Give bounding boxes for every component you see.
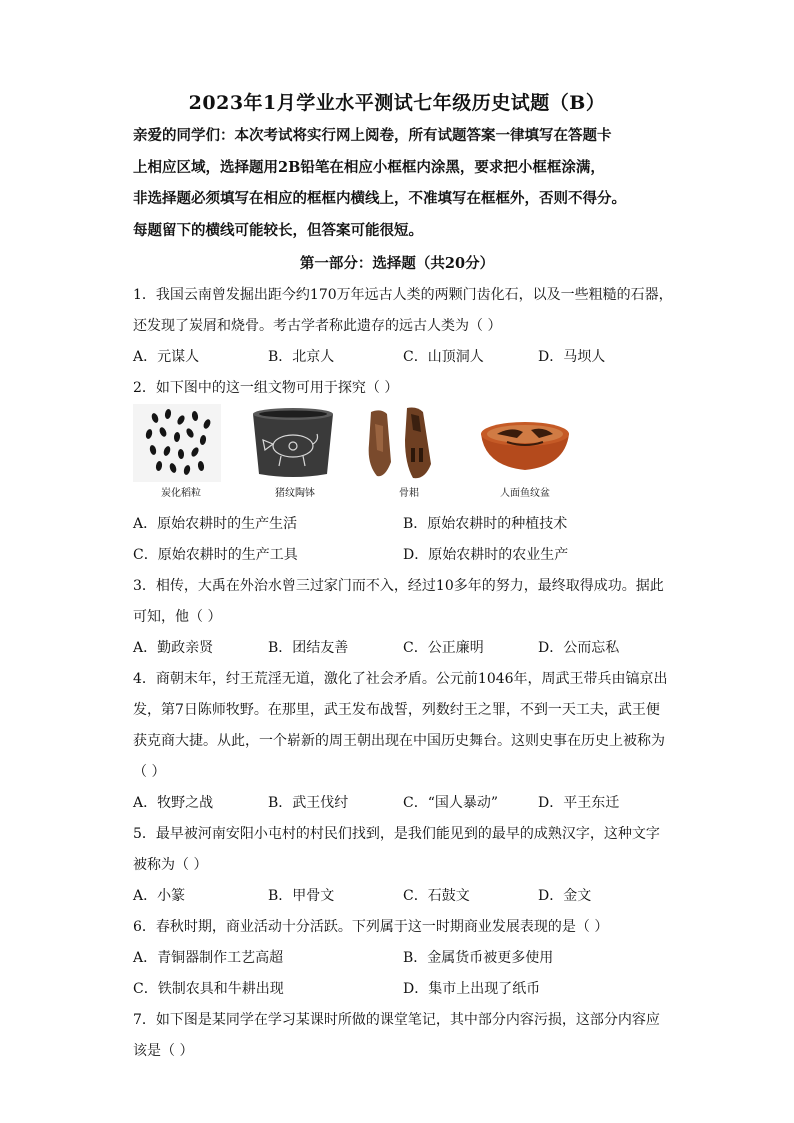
question-2 — [133, 373, 673, 571]
instruction-line: 每题留下的横线可能较长，但答案可能很短。 — [133, 221, 423, 239]
option-a: A．牧野之战 — [133, 795, 214, 811]
artifact-caption: 猪纹陶钵 — [275, 488, 315, 499]
option-b: B．原始农耕时的种植技术 — [403, 516, 568, 532]
option-row — [133, 974, 673, 1005]
option-a: A．小篆 — [133, 888, 186, 904]
question-stem: 3．相传，大禹在外治水曾三过家门而不入，经过10多年的努力，最终取得成功。据此 — [133, 578, 664, 594]
artifact-basin — [477, 404, 573, 499]
artifact-caption: 骨耜 — [399, 488, 419, 499]
bone-spade-image — [361, 404, 441, 482]
exam-title: 2023年1月学业水平测试七年级历史试题（B） — [188, 92, 606, 114]
question-stem: 2．如下图中的这一组文物可用于探究（ ） — [133, 380, 399, 396]
option-row — [133, 633, 673, 664]
option-b: B．甲骨文 — [268, 888, 335, 904]
option-c: C．铁制农具和牛耕出现 — [133, 981, 284, 997]
question-stem: 4．商朝末年，纣王荒淫无道，激化了社会矛盾。公元前1046年，周武王带兵由镐京出 — [133, 671, 668, 687]
option-c: C．山顶洞人 — [403, 349, 484, 365]
option-c: C．“国人暴动” — [403, 795, 499, 811]
option-row — [133, 342, 673, 373]
question-7 — [133, 1005, 673, 1067]
option-d: D．原始农耕时的农业生产 — [403, 547, 569, 563]
question-4 — [133, 664, 673, 819]
artifact-bone-spade — [361, 404, 457, 499]
question-stem: 获克商大捷。从此，一个崭新的周王朝出现在中国历史舞台。这则史事在历史上被称为 — [133, 733, 665, 749]
option-a: A．青铜器制作工艺高超 — [133, 950, 284, 966]
instruction-line: 亲爱的同学们：本次考试将实行网上阅卷，所有试题答案一律填写在答题卡 — [133, 127, 612, 144]
artifact-caption: 炭化稻粒 — [161, 488, 201, 499]
option-d: D．平王东迁 — [538, 795, 620, 811]
artifact-rice — [133, 404, 229, 499]
option-b: B．团结友善 — [268, 640, 349, 656]
option-d: D．集市上出现了纸币 — [403, 981, 541, 997]
artifact-caption: 人面鱼纹盆 — [500, 488, 550, 499]
exam-instructions — [133, 120, 673, 246]
option-b: B．武王伐纣 — [268, 795, 349, 811]
option-a: A．勤政亲贤 — [133, 640, 214, 656]
option-b: B．北京人 — [268, 349, 335, 365]
instruction-line: 非选择题必须填写在相应的框框内横线上，不准填写在框框外，否则不得分。 — [133, 190, 626, 207]
question-stem: 5．最早被河南安阳小屯村的村民们找到，是我们能见到的最早的成熟汉字，这种文字 — [133, 826, 660, 842]
question-stem: 还发现了炭屑和烧骨。考古学者称此遗存的远古人类为（ ） — [133, 318, 502, 334]
question-stem: 被称为（ ） — [133, 857, 208, 873]
option-c: C．原始农耕时的生产工具 — [133, 547, 298, 563]
option-a: A．原始农耕时的生产生活 — [133, 516, 298, 532]
option-row — [133, 943, 673, 974]
pig-pattern-pottery-image — [247, 404, 339, 482]
question-stem: 该是（ ） — [133, 1043, 194, 1059]
option-d: D．公而忘私 — [538, 640, 620, 656]
question-stem: 1．我国云南曾发掘出距今约170万年远古人类的两颗门齿化石，以及一些粗糙的石器， — [133, 287, 673, 303]
question-3 — [133, 571, 673, 664]
option-c: C．公正廉明 — [403, 640, 484, 656]
question-5 — [133, 819, 673, 912]
questions — [133, 280, 673, 1067]
fish-face-basin-image — [477, 404, 573, 482]
artifact-images — [133, 404, 673, 509]
question-1 — [133, 280, 673, 373]
option-row — [133, 881, 673, 912]
section-title: 第一部分：选择题（共20分） — [299, 255, 495, 272]
carbonized-rice-image — [133, 404, 221, 482]
question-stem: （ ） — [133, 764, 166, 780]
instruction-line: 上相应区域，选择题用2B铅笔在相应小框框内涂黑，要求把小框框涂满， — [133, 158, 605, 176]
question-stem: 7．如下图是某同学在学习某课时所做的课堂笔记，其中部分内容污损，这部分内容应 — [133, 1012, 660, 1028]
artifact-pottery — [247, 404, 343, 499]
option-a: A．元谋人 — [133, 349, 200, 365]
option-row — [133, 788, 673, 819]
option-c: C．石鼓文 — [403, 888, 470, 904]
option-b: B．金属货币被更多使用 — [403, 950, 554, 966]
option-d: D．马坝人 — [538, 349, 606, 365]
question-stem: 发，第7日陈师牧野。在那里，武王发布战誓，列数纣王之罪，不到一天工夫，武王便 — [133, 702, 660, 718]
option-d: D．金文 — [538, 888, 592, 904]
question-6 — [133, 912, 673, 1005]
option-row — [133, 509, 673, 540]
option-row — [133, 540, 673, 571]
question-stem: 可知，他（ ） — [133, 609, 222, 625]
question-stem: 6．春秋时期，商业活动十分活跃。下列属于这一时期商业发展表现的是（ ） — [133, 919, 609, 935]
